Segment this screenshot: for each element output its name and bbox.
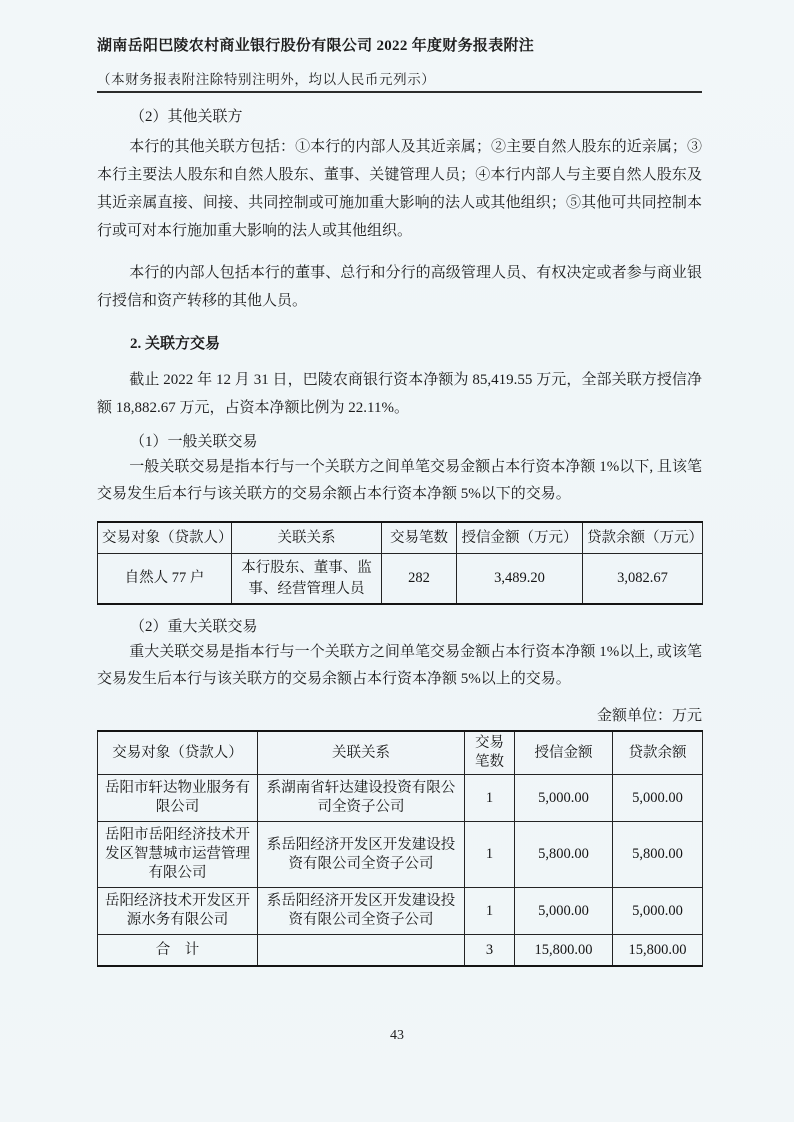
cell-counterparty: 自然人 77 户 xyxy=(98,554,232,605)
table-row xyxy=(98,554,703,605)
header-cell-loan-balance: 贷款余额 xyxy=(613,731,703,775)
cell-relationship: 本行股东、董事、监事、经营管理人员 xyxy=(232,554,382,605)
cell-count: 1 xyxy=(465,822,515,888)
heading-related-party-transactions: 2. 关联方交易 xyxy=(130,336,221,352)
heading-general-transactions: （1）一般关联交易 xyxy=(130,434,258,450)
paragraph-major-transactions: 重大关联交易是指本行与一个关联方之间单笔交易金额占本行资本净额 1%以上, 或该笔交易发生后本行与该关联方的交易余额占本行资本净额 5%以上的交易。 xyxy=(97,644,702,687)
amount-unit-note: 金额单位：万元 xyxy=(596,708,702,724)
header-cell-count: 交易笔数 xyxy=(382,522,457,554)
cell-loan-balance: 5,000.00 xyxy=(613,888,703,935)
header-cell-relationship: 关联关系 xyxy=(258,731,465,775)
header-cell-loan-balance: 贷款余额（万元） xyxy=(583,522,703,554)
document-title: 湖南岳阳巴陵农村商业银行股份有限公司 2022 年度财务报表附注 xyxy=(97,38,535,54)
header-cell-count: 交易笔数 xyxy=(465,731,515,775)
cell-relationship: 系岳阳经济开发区开发建设投资有限公司全资子公司 xyxy=(258,888,465,935)
table-total-row xyxy=(98,935,703,967)
header-divider xyxy=(97,91,702,93)
cell-count: 282 xyxy=(382,554,457,605)
cell-loan-balance: 5,000.00 xyxy=(613,775,703,822)
cell-counterparty: 岳阳市轩达物业服务有限公司 xyxy=(98,775,258,822)
header-cell-credit-amount: 授信金额（万元） xyxy=(457,522,583,554)
header-cell-counterparty: 交易对象（贷款人） xyxy=(98,522,232,554)
cell-count: 1 xyxy=(465,775,515,822)
document-subtitle: （本财务报表附注除特别注明外，均以人民币元列示） xyxy=(97,72,436,87)
paragraph-insiders: 本行的内部人包括本行的董事、总行和分行的高级管理人员、有权决定或者参与商业银行授信和资产转移的其他人员。 xyxy=(97,265,702,309)
heading-major-transactions: （2）重大关联交易 xyxy=(130,619,258,635)
page-number: 43 xyxy=(390,1028,404,1043)
cell-counterparty: 岳阳经济技术开发区开源水务有限公司 xyxy=(98,888,258,935)
table-row xyxy=(98,888,703,935)
table-row xyxy=(98,822,703,888)
general-transactions-table xyxy=(97,521,703,605)
paragraph-general-transactions: 一般关联交易是指本行与一个关联方之间单笔交易金额占本行资本净额 1%以下, 且该笔交易发生后本行与该关联方的交易余额占本行资本净额 5%以下的交易。 xyxy=(97,459,702,502)
cell-total-credit-amount: 15,800.00 xyxy=(515,935,613,967)
cell-loan-balance: 5,800.00 xyxy=(613,822,703,888)
cell-loan-balance: 3,082.67 xyxy=(583,554,703,605)
cell-relationship: 系岳阳经济开发区开发建设投资有限公司全资子公司 xyxy=(258,822,465,888)
cell-empty xyxy=(258,935,465,967)
cell-credit-amount: 5,800.00 xyxy=(515,822,613,888)
heading-other-related-parties: （2）其他关联方 xyxy=(130,109,243,125)
cell-credit-amount: 3,489.20 xyxy=(457,554,583,605)
cell-credit-amount: 5,000.00 xyxy=(515,775,613,822)
cell-credit-amount: 5,000.00 xyxy=(515,888,613,935)
header-cell-relationship: 关联关系 xyxy=(232,522,382,554)
cell-total-count: 3 xyxy=(465,935,515,967)
cell-relationship: 系湖南省轩达建设投资有限公司全资子公司 xyxy=(258,775,465,822)
header-cell-credit-amount: 授信金额 xyxy=(515,731,613,775)
header-cell-counterparty: 交易对象（贷款人） xyxy=(98,731,258,775)
table-header-row xyxy=(98,731,703,775)
cell-total-loan-balance: 15,800.00 xyxy=(613,935,703,967)
paragraph-capital-net-amount: 截止 2022 年 12 月 31 日，巴陵农商银行资本净额为 85,419.55 万元，全部关联方授信净额 18,882.67 万元，占资本净额比例为 22.11%。 xyxy=(97,372,702,416)
paragraph-other-related-parties: 本行的其他关联方包括：①本行的内部人及其近亲属；②主要自然人股东的近亲属；③本行主要法人股东和自然人股东、董事、关键管理人员；④本行内部人与主要自然人股东及其近亲属直接、间接、共同控制或可施加重大影响的法人或其他组织；⑤其他可共同控制本行或可对本行施加重大影响的法人或其他组织。 xyxy=(97,139,702,239)
table-header-row xyxy=(98,522,703,554)
cell-count: 1 xyxy=(465,888,515,935)
table-row xyxy=(98,775,703,822)
cell-total-label: 合 计 xyxy=(98,935,258,967)
cell-counterparty: 岳阳市岳阳经济技术开发区智慧城市运营管理有限公司 xyxy=(98,822,258,888)
major-transactions-table xyxy=(97,730,703,967)
